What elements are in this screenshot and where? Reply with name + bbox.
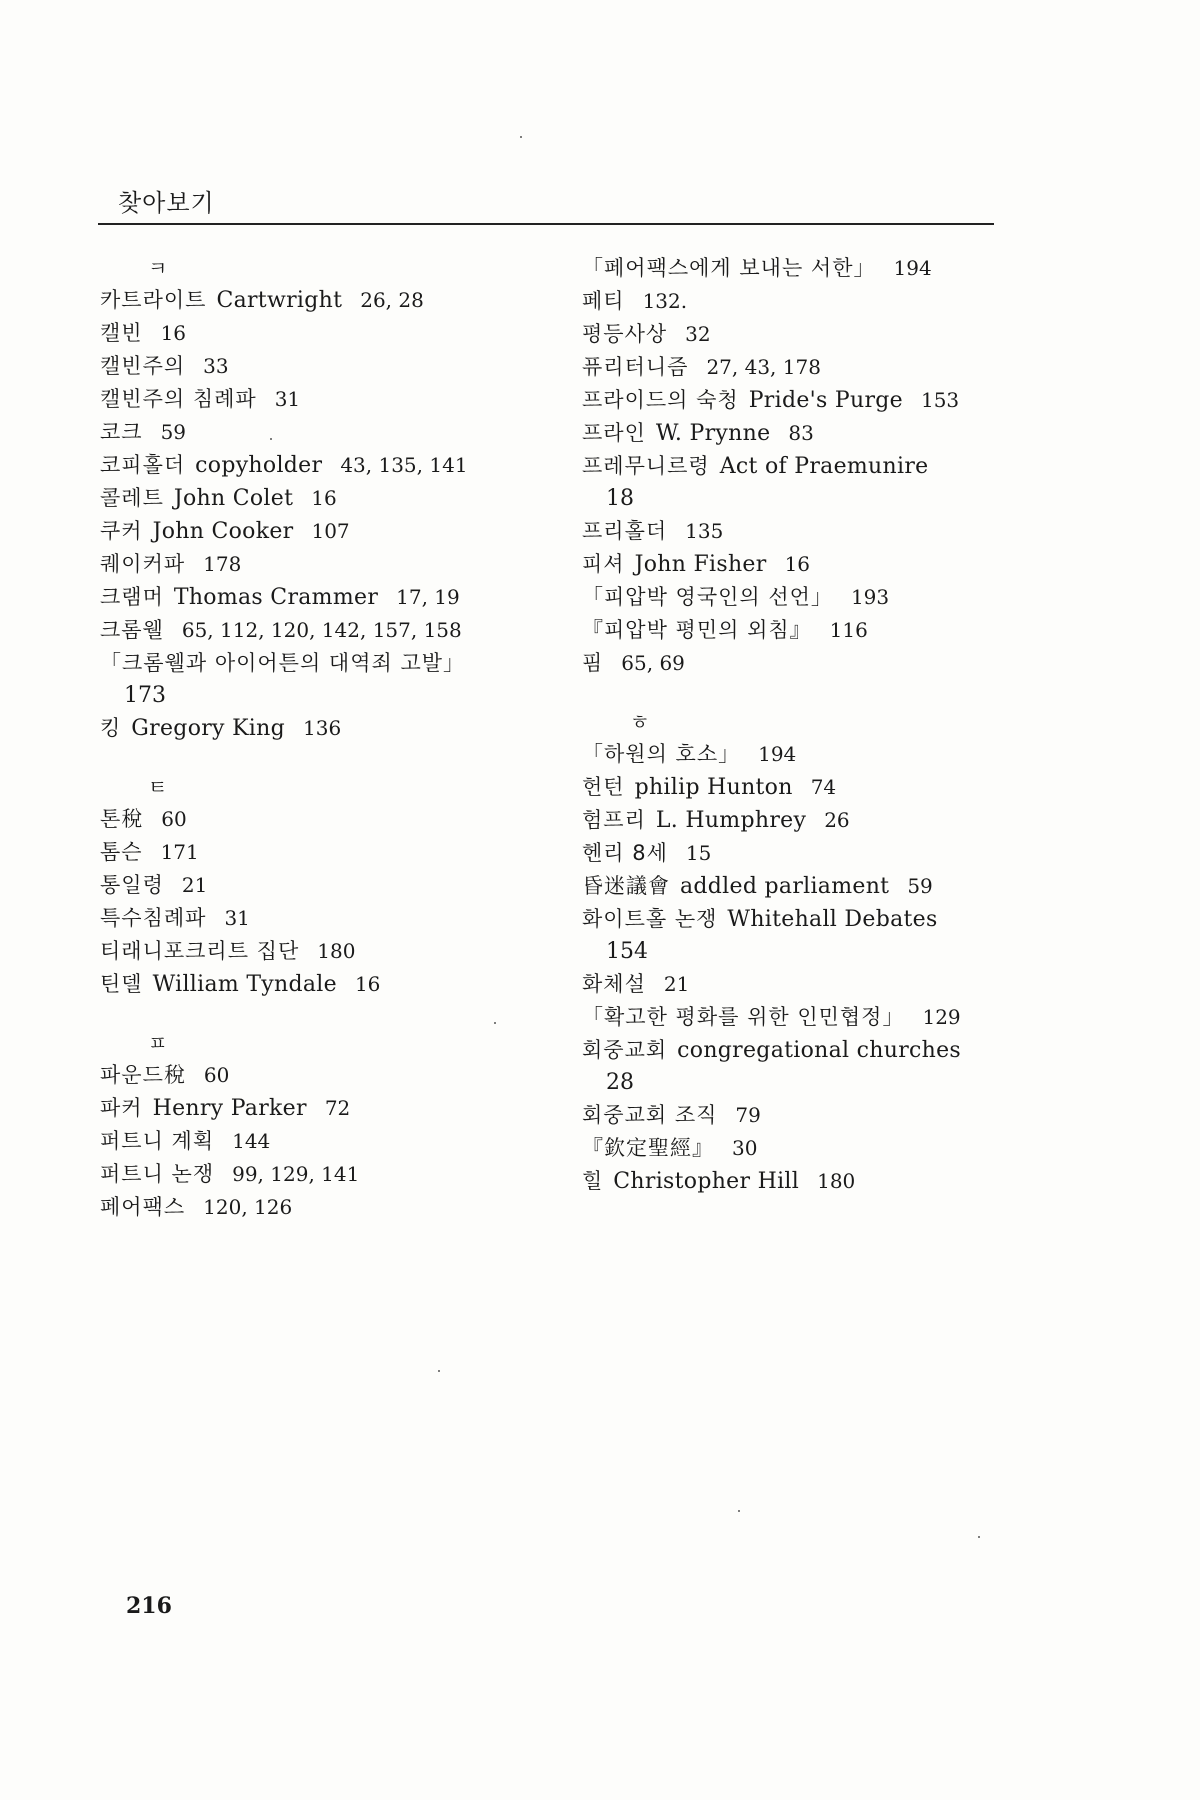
entry-term: 캘빈주의 침례파 <box>100 387 257 411</box>
section-letter: ㅎ <box>630 710 650 734</box>
index-entry <box>582 614 1002 647</box>
entry-english-term: Pride's Purge <box>748 388 903 413</box>
entry-pages: 171 <box>160 840 199 864</box>
entry-pages: 30 <box>732 1136 758 1160</box>
entry-pages: 31 <box>274 387 301 411</box>
entry-pages: 132. <box>642 289 688 313</box>
index-entry <box>100 482 540 515</box>
entry-pages: 32 <box>685 322 711 346</box>
entry-term: 昏迷議會 <box>582 874 670 898</box>
entry-term: 화체설 <box>582 972 646 996</box>
index-entry <box>100 350 540 383</box>
entry-term: 프라이드의 숙청 <box>582 388 739 412</box>
entry-pages: 180 <box>817 1169 856 1193</box>
index-column-right <box>582 252 1002 1224</box>
entry-pages: 65, 112, 120, 142, 157, 158 <box>181 618 462 642</box>
entry-pages: 193 <box>850 585 890 609</box>
index-entry <box>100 968 540 1001</box>
index-entry <box>582 903 1002 968</box>
entry-term: 「확고한 평화를 위한 인민협정」 <box>582 1005 905 1029</box>
entry-pages: 17, 19 <box>396 585 460 609</box>
entry-term: 톰슨 <box>100 840 143 864</box>
entry-english-term: William Tyndale <box>152 972 337 997</box>
entry-pages: 135 <box>685 519 724 543</box>
entry-english-term: W. Prynne <box>655 421 771 446</box>
entry-term: 특수침례파 <box>100 906 207 930</box>
scan-speck <box>494 1022 496 1024</box>
entry-term: 크롬웰 <box>100 618 164 642</box>
index-entry <box>582 450 1002 515</box>
entry-pages: 26 <box>824 808 850 832</box>
entry-pages: 16 <box>354 972 381 996</box>
entry-term: 킹 <box>100 716 122 740</box>
entry-term: 크램머 <box>100 585 164 609</box>
entry-term: 퀘이커파 <box>100 552 186 576</box>
entry-term: 회중교회 조직 <box>582 1103 718 1127</box>
entry-term: 프라인 <box>582 421 646 445</box>
scan-speck <box>738 1510 740 1512</box>
index-entry <box>582 738 1002 771</box>
entry-term: 화이트홀 논쟁 <box>582 907 718 931</box>
section-letter: ㅋ <box>148 256 168 280</box>
index-entry <box>582 252 1002 285</box>
index-entry <box>582 1099 1002 1132</box>
index-section <box>100 1027 540 1224</box>
index-entry <box>582 285 1002 318</box>
index-entry <box>100 581 540 614</box>
entry-pages: 59 <box>160 420 187 444</box>
entry-term: 콜레트 <box>100 486 164 510</box>
entry-term: 「피압박 영국인의 선언」 <box>582 585 833 609</box>
index-entry <box>100 284 540 317</box>
entry-english-term: Cartwright <box>216 288 343 313</box>
index-entry <box>100 1092 540 1125</box>
scan-speck <box>978 1536 980 1538</box>
index-entry <box>582 1001 1002 1034</box>
index-entry <box>100 1059 540 1092</box>
entry-english-term: John Colet <box>173 486 294 511</box>
entry-term: 프레무니르령 <box>582 454 710 478</box>
index-entry <box>100 1191 540 1224</box>
entry-pages: 144 <box>232 1129 271 1153</box>
entry-term: 캘빈 <box>100 321 143 345</box>
entry-pages: 60 <box>161 807 187 831</box>
scan-speck <box>270 438 272 440</box>
index-entry <box>100 317 540 350</box>
index-entry <box>582 837 1002 870</box>
page-number: 216 <box>126 1593 172 1619</box>
entry-term: 캘빈주의 <box>100 354 186 378</box>
scan-speck <box>438 1370 440 1372</box>
entry-english-term: addled parliament <box>680 874 890 899</box>
index-entry <box>100 1125 540 1158</box>
entry-pages: 153 <box>920 388 960 412</box>
index-entry <box>100 935 540 968</box>
entry-pages: 21 <box>181 873 208 897</box>
entry-pages: 173 <box>124 683 166 708</box>
index-entry <box>582 870 1002 903</box>
header-rule <box>98 223 994 225</box>
index-entry <box>582 351 1002 384</box>
entry-english-term: Act of Praemunire <box>719 454 929 479</box>
entry-pages: 129 <box>922 1005 961 1029</box>
index-entry <box>582 968 1002 1001</box>
entry-term: 틴델 <box>100 972 143 996</box>
section-letter: ㅌ <box>148 775 168 799</box>
entry-pages: 65, 69 <box>621 651 685 675</box>
entry-english-term: L. Humphrey <box>655 808 807 833</box>
entry-term: 회중교회 <box>582 1038 668 1062</box>
index-entry <box>582 771 1002 804</box>
entry-term: 피셔 <box>582 552 625 576</box>
index-column-left <box>100 252 540 1250</box>
entry-term: 「페어팩스에게 보내는 서한」 <box>582 256 876 280</box>
index-entry <box>582 515 1002 548</box>
entry-pages: 59 <box>907 874 933 898</box>
entry-pages: 178 <box>203 552 242 576</box>
entry-pages: 26, 28 <box>360 288 424 312</box>
entry-term: 쿠커 <box>100 519 143 543</box>
entry-pages: 27, 43, 178 <box>706 355 821 379</box>
index-entry <box>100 712 540 745</box>
entry-term: 퍼트니 논쟁 <box>100 1162 215 1186</box>
entry-term: 퍼트니 계획 <box>100 1129 215 1153</box>
index-section <box>582 252 1002 680</box>
index-entry <box>100 647 540 712</box>
entry-pages: 16 <box>784 552 811 576</box>
index-entry <box>100 416 540 449</box>
index-entry <box>100 548 540 581</box>
entry-term: 파커 <box>100 1096 143 1120</box>
entry-pages: 120, 126 <box>203 1195 293 1219</box>
entry-pages: 116 <box>829 618 868 642</box>
entry-pages: 194 <box>893 256 932 280</box>
index-entry <box>100 1158 540 1191</box>
entry-pages: 154 <box>606 939 648 964</box>
entry-term: 힐 <box>582 1169 604 1193</box>
index-entry <box>582 318 1002 351</box>
entry-term: 평등사상 <box>582 322 668 346</box>
entry-english-term: John Fisher <box>634 552 767 577</box>
entry-pages: 74 <box>810 775 837 799</box>
entry-pages: 107 <box>311 519 350 543</box>
entry-term: 톤稅 <box>100 807 144 831</box>
entry-term: 파운드稅 <box>100 1063 186 1087</box>
entry-term: 「크롬웰과 아이어튼의 대역죄 고발」 <box>100 651 466 675</box>
entry-term: 카트라이트 <box>100 288 207 312</box>
entry-term: 『피압박 평민의 외침』 <box>582 618 812 642</box>
entry-pages: 136 <box>303 716 342 740</box>
entry-pages: 21 <box>663 972 690 996</box>
index-entry <box>582 384 1002 417</box>
index-entry <box>100 836 540 869</box>
entry-pages: 72 <box>324 1096 351 1120</box>
entry-pages: 99, 129, 141 <box>232 1162 360 1186</box>
entry-term: 『欽定聖經』 <box>582 1136 714 1160</box>
index-entry <box>100 902 540 935</box>
entry-term: 프리홀더 <box>582 519 668 543</box>
entry-pages: 33 <box>203 354 229 378</box>
index-entry <box>582 647 1002 680</box>
index-entry <box>582 1165 1002 1198</box>
index-section <box>582 706 1002 1198</box>
entry-english-term: Henry Parker <box>152 1096 307 1121</box>
index-entry <box>100 869 540 902</box>
entry-english-term: philip Hunton <box>634 775 793 800</box>
entry-pages: 60 <box>203 1063 230 1087</box>
entry-pages: 79 <box>735 1103 761 1127</box>
entry-pages: 16 <box>160 321 187 345</box>
entry-term: 「하원의 호소」 <box>582 742 741 766</box>
entry-english-term: Gregory King <box>131 716 285 741</box>
index-entry <box>100 614 540 647</box>
index-entry <box>582 804 1002 837</box>
index-section <box>100 252 540 745</box>
entry-pages: 194 <box>758 742 797 766</box>
scan-speck <box>520 136 522 138</box>
entry-term: 헌턴 <box>582 775 625 799</box>
entry-term: 티래니포크리트 집단 <box>100 939 300 963</box>
index-entry <box>582 1034 1002 1099</box>
index-entry <box>582 581 1002 614</box>
entry-pages: 83 <box>788 421 814 445</box>
index-entry <box>582 548 1002 581</box>
entry-english-term: Whitehall Debates <box>727 907 938 932</box>
index-entry <box>100 449 540 482</box>
index-entry <box>100 383 540 416</box>
entry-term: 코피홀더 <box>100 453 186 477</box>
entry-english-term: congregational churches <box>677 1038 962 1063</box>
entry-term: 코크 <box>100 420 143 444</box>
entry-pages: 31 <box>224 906 250 930</box>
index-entry <box>100 803 540 836</box>
entry-english-term: John Cooker <box>152 519 294 544</box>
entry-term: 퓨리터니즘 <box>582 355 689 379</box>
entry-pages: 18 <box>606 486 634 511</box>
entry-pages: 180 <box>317 939 356 963</box>
entry-term: 헨리 8세 <box>582 841 668 865</box>
index-entry <box>100 515 540 548</box>
entry-english-term: Thomas Crammer <box>173 585 379 610</box>
section-letter: ㅍ <box>148 1031 168 1055</box>
entry-pages: 43, 135, 141 <box>340 453 468 477</box>
entry-pages: 15 <box>685 841 712 865</box>
index-entry <box>582 1132 1002 1165</box>
entry-term: 페어팩스 <box>100 1195 186 1219</box>
page-header-title: 찾아보기 <box>118 189 215 217</box>
entry-term: 핌 <box>582 651 604 675</box>
entry-pages: 28 <box>606 1070 634 1095</box>
entry-term: 통일령 <box>100 873 164 897</box>
entry-term: 험프리 <box>582 808 646 832</box>
index-entry <box>582 417 1002 450</box>
entry-english-term: Christopher Hill <box>613 1169 800 1194</box>
entry-term: 페티 <box>582 289 625 313</box>
entry-english-term: copyholder <box>195 453 323 478</box>
index-section <box>100 771 540 1001</box>
entry-pages: 16 <box>311 486 337 510</box>
